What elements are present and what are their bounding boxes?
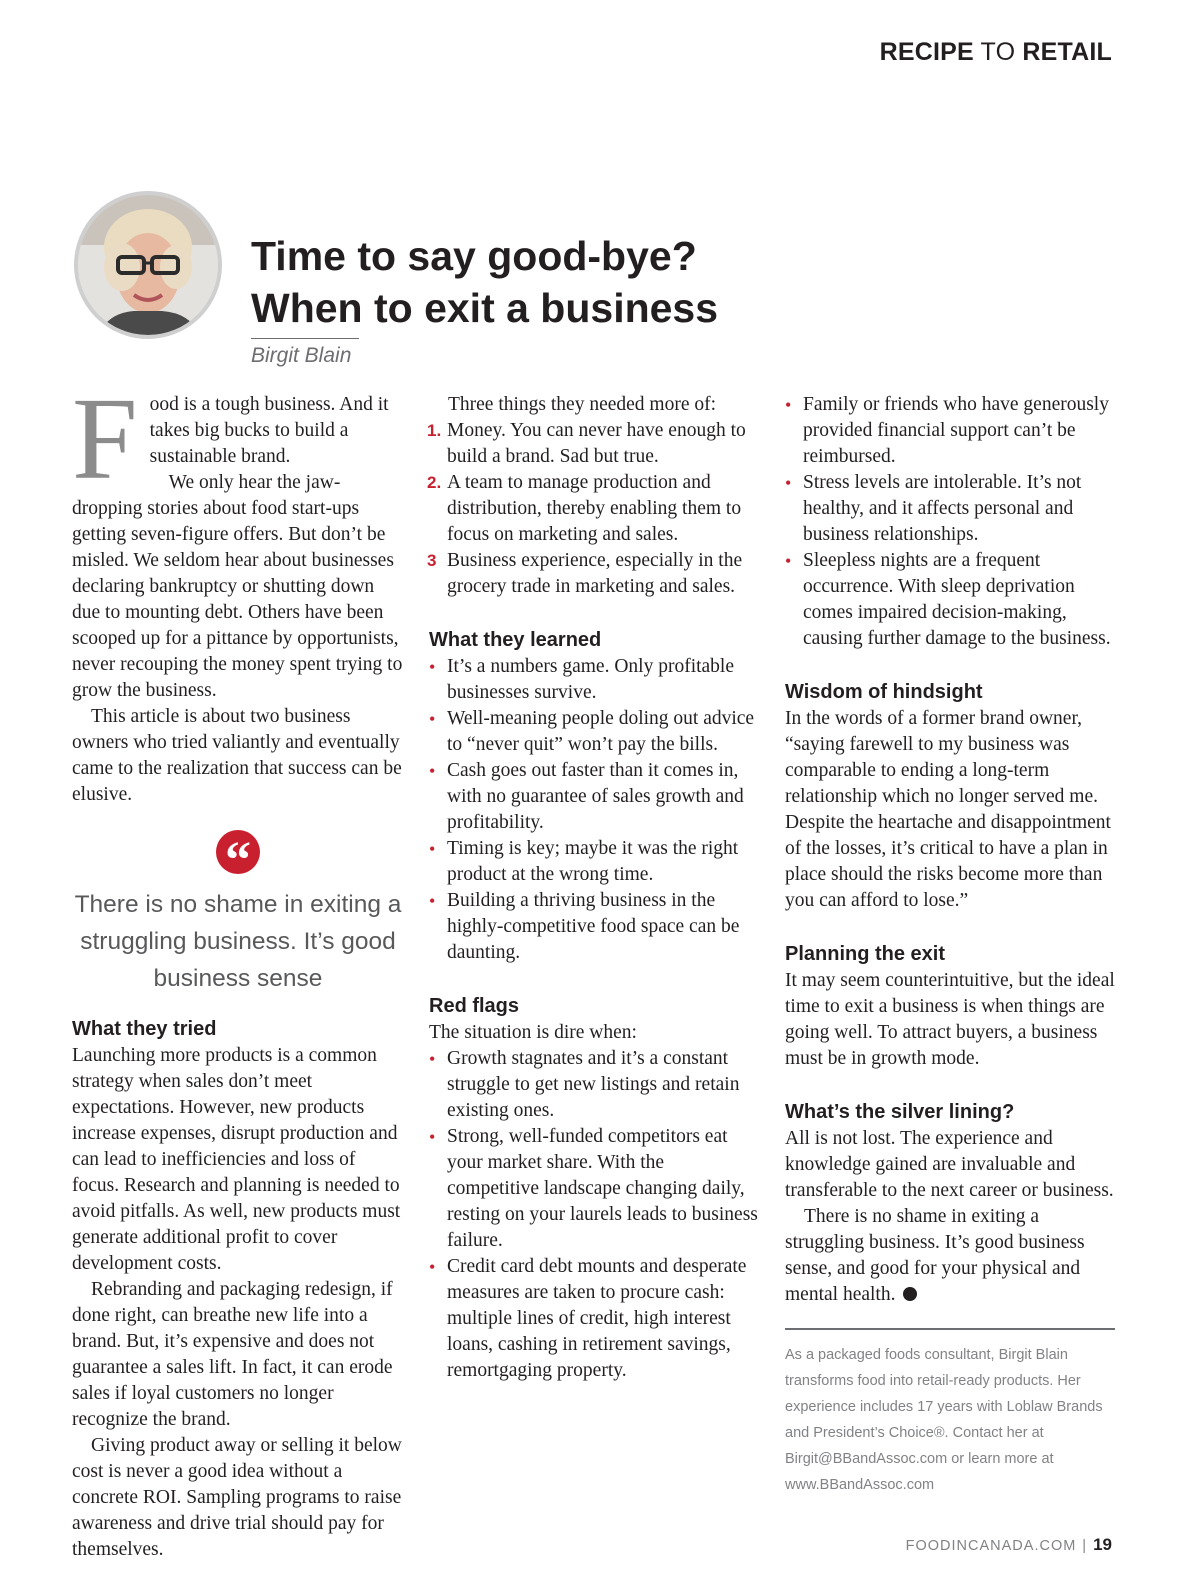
section-header-retail: RETAIL xyxy=(1022,38,1112,66)
article-title xyxy=(251,230,811,334)
intro-paragraph-3: This article is about two business owners who tried valiantly and eventually came to the realization that success can be elusive. xyxy=(72,706,402,805)
author-bio: As a packaged foods consultant, Birgit Blain transforms food into retail-ready products. Her experience includes 17 years with Loblaw Brands and President’s Choice®. Contact her at Birgit@BBandAssoc.com or learn more at www.BBandAssoc.com xyxy=(785,1347,1103,1493)
heading-silver-lining: What’s the silver lining? xyxy=(785,1101,1015,1123)
pull-quote-text: There is no shame in exiting a struggling business. It’s good business sense xyxy=(74,891,402,992)
tried-paragraph-3: Giving product away or selling it below cost is never a good idea without a concrete ROI. Sampling programs to raise awareness and drive trial should pay for themselves. xyxy=(72,1435,402,1560)
list-item xyxy=(429,888,759,966)
list-item xyxy=(429,1046,759,1124)
end-of-article-icon xyxy=(903,1287,917,1301)
bullet-icon: • xyxy=(429,1127,436,1147)
footer-site: FOODINCANADA.COM xyxy=(905,1538,1077,1554)
section-header-recipe: RECIPE xyxy=(879,38,974,66)
heading-what-they-tried: What they tried xyxy=(72,1018,217,1040)
article-title-line-1: Time to say good-bye? xyxy=(251,233,697,279)
author-photo xyxy=(74,191,222,339)
bullet-icon: • xyxy=(429,891,436,911)
article-title-line-2: When to exit a business xyxy=(251,285,719,331)
column-1 xyxy=(72,373,404,1563)
bullet-icon: • xyxy=(785,551,792,571)
list-item-text: Strong, well-funded competitors eat your market share. With the competitive landscape changing daily, resting on your laurels leads to business failure. xyxy=(447,1126,758,1251)
list-item xyxy=(429,1254,759,1384)
author-portrait-icon xyxy=(78,195,218,335)
list-item xyxy=(785,548,1115,652)
list-item xyxy=(429,548,759,600)
list-item xyxy=(429,418,759,470)
author-byline: Birgit Blain xyxy=(251,344,352,367)
red-flags-list xyxy=(429,1046,759,1384)
bullet-icon: • xyxy=(429,709,436,729)
list-item xyxy=(429,654,759,706)
tried-paragraph-2: Rebranding and packaging redesign, if done right, can breathe new life into a brand. But, it’s expensive and does not guarantee a sales lift. In fact, it can erode sales if loyal customers no longer recognize the brand. xyxy=(72,1279,393,1430)
tried-paragraph-1: Launching more products is a common strategy when sales don’t meet expectations. However, new products increase expenses, disrupt production and can lead to inefficiencies and loss of focus. Research and planning is needed to avoid pitfalls. As well, new products must generate additional profit to cover development costs. xyxy=(72,1045,401,1274)
tried-paragraph-4: Three things they needed more of: xyxy=(448,394,717,415)
list-item xyxy=(785,392,1115,470)
quote-mark-icon: “ xyxy=(216,830,260,874)
red-flags-list-continued xyxy=(785,392,1115,652)
intro-paragraph-1-text: ood is a tough business. And it takes big bucks to build a sustainable brand. xyxy=(149,394,389,467)
list-item xyxy=(429,758,759,836)
list-item xyxy=(429,836,759,888)
list-number: 2. xyxy=(427,473,442,492)
needs-list xyxy=(429,418,759,600)
drop-cap: F xyxy=(72,373,138,504)
exit-paragraph: It may seem counterintuitive, but the ideal time to exit a business is when things are going well. To attract buyers, a business must be in growth mode. xyxy=(785,970,1115,1069)
title-divider xyxy=(251,338,359,339)
list-number: 1. xyxy=(427,421,442,440)
list-number: 3 xyxy=(427,551,437,570)
bullet-icon: • xyxy=(429,1049,436,1069)
pull-quote xyxy=(72,830,404,997)
bullet-icon: • xyxy=(785,473,792,493)
list-item-text: Family or friends who have generously provided financial support can’t be reimbursed. xyxy=(803,394,1109,467)
intro-paragraph-2: We only hear the jaw-dropping stories about food start-ups getting seven-figure offers. But don’t be misled. We seldom hear about businesses declaring bankruptcy or shutting down due to mounting debt. Others have been scooped up for a pittance by opportunists, never recouping the money spent trying to grow the business. xyxy=(72,472,403,701)
silver-paragraph-2 xyxy=(785,1204,1115,1308)
list-item xyxy=(429,706,759,758)
bullet-icon: • xyxy=(429,657,436,677)
list-item-text: Money. You can never have enough to build a brand. Sad but true. xyxy=(447,420,746,467)
list-item-text: Building a thriving business in the highly-competitive food space can be daunting. xyxy=(447,890,740,963)
list-item-text: Credit card debt mounts and desperate measures are taken to procure cash: multiple lines of credit, high interest loans, cashing in retirement savings, remortgaging property. xyxy=(447,1256,747,1381)
bullet-icon: • xyxy=(785,395,792,415)
heading-what-they-learned: What they learned xyxy=(429,629,602,651)
silver-paragraph-1: All is not lost. The experience and knowledge gained are invaluable and transferable to the next career or business. xyxy=(785,1128,1114,1201)
list-item xyxy=(429,470,759,548)
list-item xyxy=(785,470,1115,548)
list-item-text: A team to manage production and distribution, thereby enabling them to focus on marketing and sales. xyxy=(447,472,742,545)
page-number: 19 xyxy=(1093,1535,1112,1554)
section-header xyxy=(880,38,1112,67)
bullet-icon: • xyxy=(429,761,436,781)
bio-divider xyxy=(785,1328,1115,1330)
bullet-icon: • xyxy=(429,839,436,859)
heading-planning-the-exit: Planning the exit xyxy=(785,943,946,965)
hindsight-paragraph: In the words of a former brand owner, “saying farewell to my business was comparable to ending a long-term relationship which no longer served me. Despite the heartache and disappointment of the losses, it’s critical to have a plan in place should the risks become more than you can afford to lose.” xyxy=(785,708,1111,911)
list-item-text: Growth stagnates and it’s a constant struggle to get new listings and retain existing ones. xyxy=(447,1048,740,1121)
list-item-text: Business experience, especially in the grocery trade in marketing and sales. xyxy=(447,550,743,597)
list-item-text: It’s a numbers game. Only profitable businesses survive. xyxy=(447,656,735,703)
list-item-text: Well-meaning people doling out advice to “never quit” won’t pay the bills. xyxy=(447,708,755,755)
column-3 xyxy=(785,392,1115,1498)
heading-wisdom-of-hindsight: Wisdom of hindsight xyxy=(785,681,983,703)
bullet-icon: • xyxy=(429,1257,436,1277)
list-item-text: Sleepless nights are a frequent occurrence. With sleep deprivation comes impaired decision-making, causing further damage to the business. xyxy=(803,550,1111,649)
footer-separator: | xyxy=(1082,1538,1088,1554)
silver-paragraph-2-text: There is no shame in exiting a struggling business. It’s good business sense, and good for your physical and mental health. xyxy=(785,1206,1085,1305)
list-item-text: Cash goes out faster than it comes in, with no guarantee of sales growth and profitability. xyxy=(447,760,744,833)
list-item-text: Stress levels are intolerable. It’s not healthy, and it affects personal and business relationships. xyxy=(803,472,1082,545)
learned-list xyxy=(429,654,759,966)
section-header-to: TO xyxy=(980,38,1016,66)
heading-red-flags: Red flags xyxy=(429,995,520,1017)
list-item xyxy=(429,1124,759,1254)
column-2 xyxy=(429,392,759,1384)
page-footer xyxy=(906,1535,1112,1555)
red-flags-intro: The situation is dire when: xyxy=(429,1022,637,1043)
intro-paragraph-1 xyxy=(72,373,404,504)
list-item-text: Timing is key; maybe it was the right product at the wrong time. xyxy=(447,838,739,885)
